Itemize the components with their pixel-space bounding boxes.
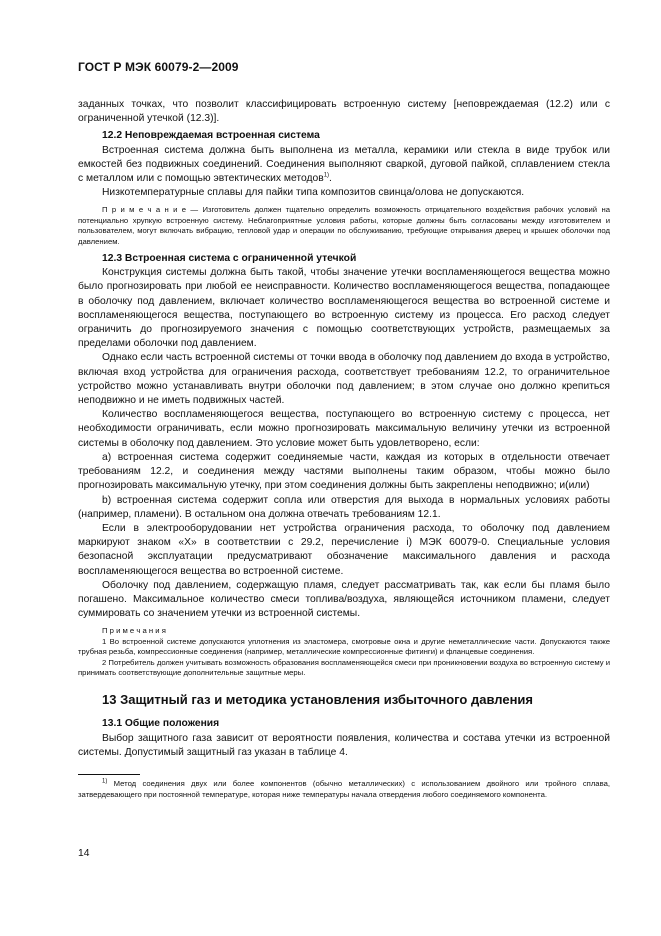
footnote-reference: 1) — [323, 172, 330, 179]
section-13-title: 13 Защитный газ и методика установления избыточного давления — [102, 692, 534, 708]
page-number: 14 — [78, 848, 90, 859]
document-page — [78, 60, 610, 800]
section-12-2-paragraph-1 — [78, 144, 610, 187]
section-12-3-paragraph-3: Количество воспламеняющегося вещества, поступающего во встроенную систему с процесса, нет необходимости ограничивать, если можно прогнозировать максимальную величину утечки из встроенной системы в оболочку под давлением. Это условие может быть удовлетворено, если: — [78, 409, 610, 449]
section-13-1-title: 13.1 Общие положения — [102, 718, 220, 730]
section-12-2-title: 12.2 Неповреждаемая встроенная система — [102, 130, 320, 142]
section-12-3-item-a: a) встроенная система содержит соединяемые части, каждая из которых в отдельности отвечает требованиям 12.2, и соединения между частями выполнены таким образом, чтобы можно было прогнозировать максимальную утечку, при этом соединения должны быть закреплены неподвижно; и(или) — [78, 451, 610, 492]
section-12-3-item-b: b) встроенная система содержит сопла или отверстия для выхода в нормальных условиях работы (например, пламени). В остальном она должна отвечать требованиям 12.1. — [78, 494, 610, 520]
section-12-2-paragraph-1-end: . — [329, 173, 332, 185]
section-12-2-paragraph-2: Низкотемпературные сплавы для пайки типа композитов свинца/олова не допускаются. — [102, 187, 525, 199]
intro-paragraph: заданных точках, что позволит классифицировать встроенную систему [неповреждаемая (12.2) или с ограниченной утечкой (12.3)]. — [78, 99, 610, 125]
footnote-text: Метод соединения двух или более компонентов (обычно металлических) с использованием двойного или тройного сплава, затвердевающего при постоянной температуре, которая ниже температуры начала отвердения любого соединяемого компонента. — [78, 778, 610, 799]
section-12-3-paragraph-4: Если в электрооборудовании нет устройства ограничения расхода, то оболочку под давлением маркируют знаком «X» в соответствии с 29.2, перечисление i) МЭК 60079-0. Специальные условия безопасной эксплуатации предусматривают обозначение максимального давления и расхода воспламеняющегося вещества во встроенной системе. — [78, 522, 610, 577]
footnote-divider — [78, 774, 140, 775]
document-header: ГОСТ Р МЭК 60079-2—2009 — [78, 60, 239, 74]
section-12-3-paragraph-5: Оболочку под давлением, содержащую пламя, следует рассматривать так, как если бы пламя было погашено. Максимальное количество смеси топлива/воздуха, являющейся источником пламени, следует суммировать со значением утечки из встроенной системы. — [78, 579, 610, 620]
footnote — [78, 779, 610, 800]
section-12-2-note — [78, 205, 610, 247]
notes-label: П р и м е ч а н и я — [102, 626, 166, 636]
note-2: 2 Потребитель должен учитывать возможность образования воспламеняющейся смеси при проникновении воздуха во встроенную систему и принимать соответствующие дополнительные защитные меры. — [78, 657, 610, 677]
note-text: — Изготовитель должен тщательно определить возможность отрицательного воздействия рабочих условий на потенциально хрупкую встроенную систему. Неблагоприятные условия работы, которые должны быть согласованы между изготовителем и пользователем, могут включать вибрацию, тепловой удар и операции по обслуживанию, требующие открывания дверец и крышек оболочки под давлением. — [78, 205, 610, 246]
note-1: 1 Во встроенной системе допускаются уплотнения из эластомера, смотровые окна и другие неметаллические части. Допускаются также трубная резьба, компрессионные соединения (например, металлические компрессионные фитинги) и фланцевые соединения. — [78, 636, 610, 657]
section-12-3-paragraph-2: Однако если часть встроенной системы от точки ввода в оболочку под давлением до входа в устройство, включая вход устройства для ограничения расхода, соответствует требованиям 12.2, то ограничительное устройство можно устанавливать внутри оболочки под давлением; в этом случае оно должно крепиться неподвижно и не иметь подвижных частей. — [78, 352, 610, 407]
section-12-3-notes — [78, 626, 610, 678]
section-12-2-paragraph-1-text: Встроенная система должна быть выполнена из металла, керамики или стекла в виде трубок или емкостей без подвижных соединений. Соединения выполняют сваркой, дуговой пайкой, сплавлением стекла с металлом или с помощью эвтектических методов — [78, 144, 610, 185]
section-12-3-title: 12.3 Встроенная система с ограниченной утечкой — [102, 253, 357, 265]
section-13-1-paragraph-1: Выбор защитного газа зависит от вероятности появления, количества и состава утечки из встроенной системы. Допустимый защитный газ указан в таблице 4. — [78, 732, 610, 758]
footnote-mark: 1) — [102, 778, 108, 785]
section-12-3-paragraph-1: Конструкция системы должна быть такой, чтобы значение утечки воспламеняющегося вещества можно было прогнозировать при любой ее неисправности. Количество воспламеняющегося вещества, попадающее в оболочку под давлением, включает количество воспламеняющегося вещества во встроенной системе и воспламеняющегося вещества, поступающего во встроенную систему из процесса. Его расход следует ограничить до прогнозируемого значения с помощью соответствующих устройств, размещаемых за пределами оболочки под давлением. — [78, 267, 610, 350]
note-label: П р и м е ч а н и е — [102, 205, 187, 215]
